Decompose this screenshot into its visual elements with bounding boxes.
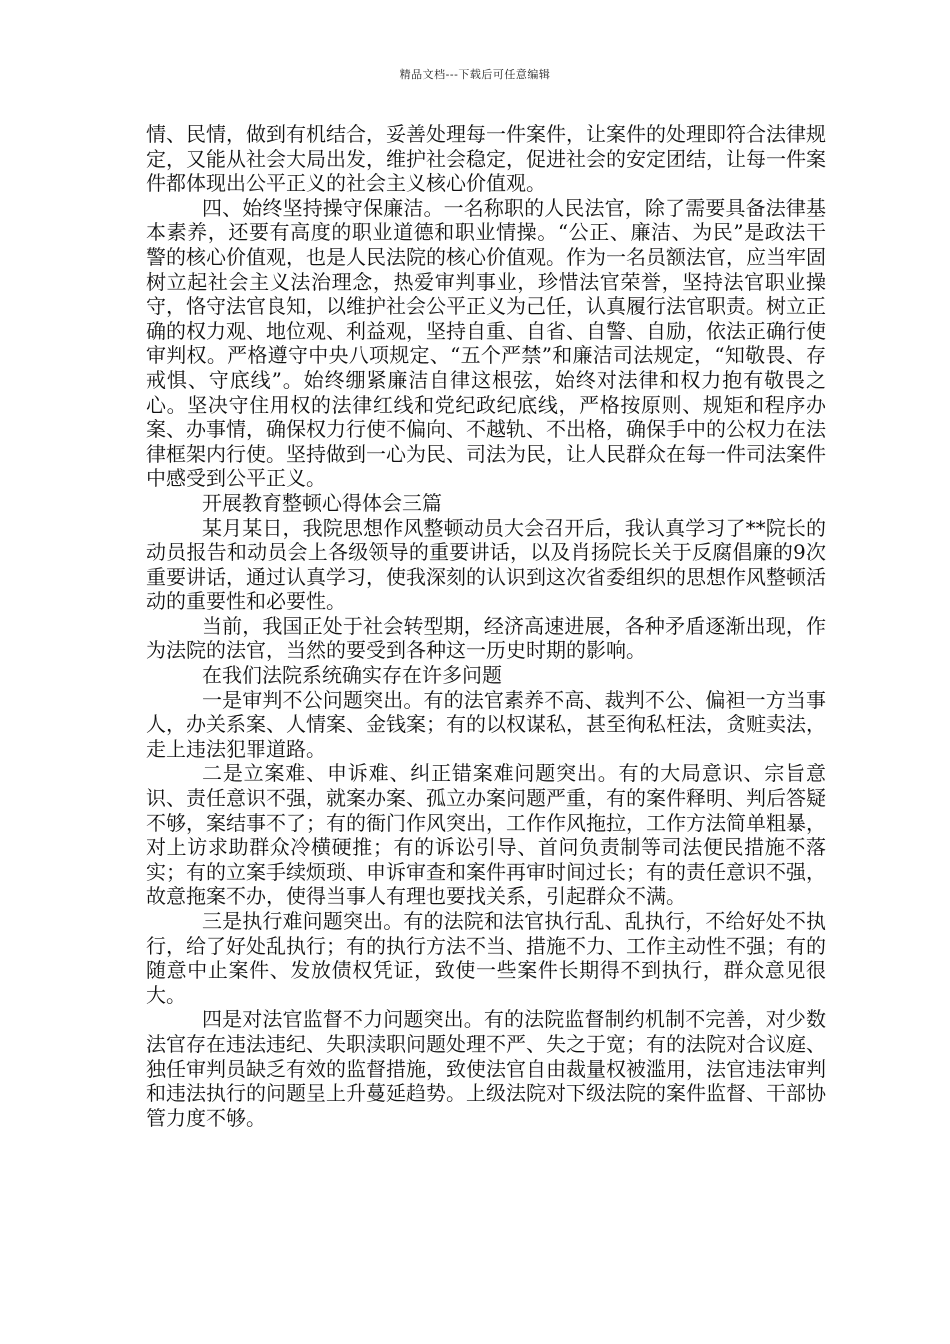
paragraph: 情、民情，做到有机结合，妥善处理每一件案件，让案件的处理即符合法律规定，又能从社会大局出发，维护社会稳定，促进社会的安定团结，让每一件案件都体现出公平正义的社会主义核心价值观。 (146, 122, 826, 196)
paragraph: 某月某日，我院思想作风整顿动员大会召开后，我认真学习了**院长的动员报告和动员会上各级领导的重要讲话，以及肖扬院长关于反腐倡廉的9次重要讲话，通过认真学习，使我深刻的认识到这次省委组织的思想作风整顿活动的重要性和必要性。 (146, 515, 826, 614)
paragraph: 四、始终坚持操守保廉洁。一名称职的人民法官，除了需要具备法律基本素养，还要有高度的职业道德和职业情操。“公正、廉洁、为民”是政法干警的核心价值观，也是人民法院的核心价值观。作为一名员额法官，应当牢固树立起社会主义法治理念，热爱审判事业，珍惜法官荣誉，坚持法官职业操守，恪守法官良知，以维护社会公平正义为己任，认真履行法官职责。树立正确的权力观、地位观、利益观，坚持自重、自省、自警、自励，依法正确行使审判权。严格遵守中央八项规定、“五个严禁”和廉洁司法规定，“知敬畏、存戒惧、守底线”。始终绷紧廉洁自律这根弦，始终对法律和权力抱有敬畏之心。坚决守住用权的法律红线和党纪政纪底线，严格按原则、规矩和程序办案、办事情，确保权力行使不偏向、不越轨、不出格，确保手中的公权力在法律框架内行使。坚持做到一心为民、司法为民，让人民群众在每一件司法案件中感受到公平正义。 (146, 195, 826, 491)
paragraph: 三是执行难问题突出。有的法院和法官执行乱、乱执行，不给好处不执行，给了好处乱执行；有的执行方法不当、措施不力、工作主动性不强；有的随意中止案件、发放债权凭证，致使一些案件长期得不到执行，群众意见很大。 (146, 909, 826, 1007)
paragraph: 四是对法官监督不力问题突出。有的法院监督制约机制不完善，对少数法官存在违法违纪、失职渎职问题处理不严、失之于宽；有的法院对合议庭、独任审判员缺乏有效的监督措施，致使法官自由裁量权被滥用，法官违法审判和违法执行的问题呈上升蔓延趋势。上级法院对下级法院的案件监督、干部协管力度不够。 (146, 1007, 826, 1130)
paragraph: 在我们法院系统确实存在许多问题 (202, 663, 502, 688)
section-title: 开展教育整顿心得体会三篇 (202, 490, 442, 515)
paragraph: 一是审判不公问题突出。有的法官素养不高、裁判不公、偏袒一方当事人，办关系案、人情案、金钱案；有的以权谋私，甚至徇私枉法，贪赃卖法，走上违法犯罪道路。 (146, 687, 826, 761)
paragraph: 当前，我国正处于社会转型期，经济高速进展，各种矛盾逐渐出现，作为法院的法官，当然的要受到各种这一历史时期的影响。 (146, 613, 826, 663)
paragraph: 二是立案难、申诉难、纠正错案难问题突出。有的大局意识、宗旨意识、责任意识不强，就案办案、孤立办案问题严重，有的案件释明、判后答疑不够，案结事不了；有的衙门作风突出，工作作风拖拉，工作方法简单粗暴，对上访求助群众冷横硬推；有的诉讼引导、首问负责制等司法便民措施不落实；有的立案手续烦琐、申诉审查和案件再审时间过长；有的责任意识不强，故意拖案不办，使得当事人有理也要找关系，引起群众不满。 (146, 761, 826, 909)
page-header: 精品文档---下载后可任意编辑 (399, 68, 551, 81)
document-body (146, 122, 826, 1130)
